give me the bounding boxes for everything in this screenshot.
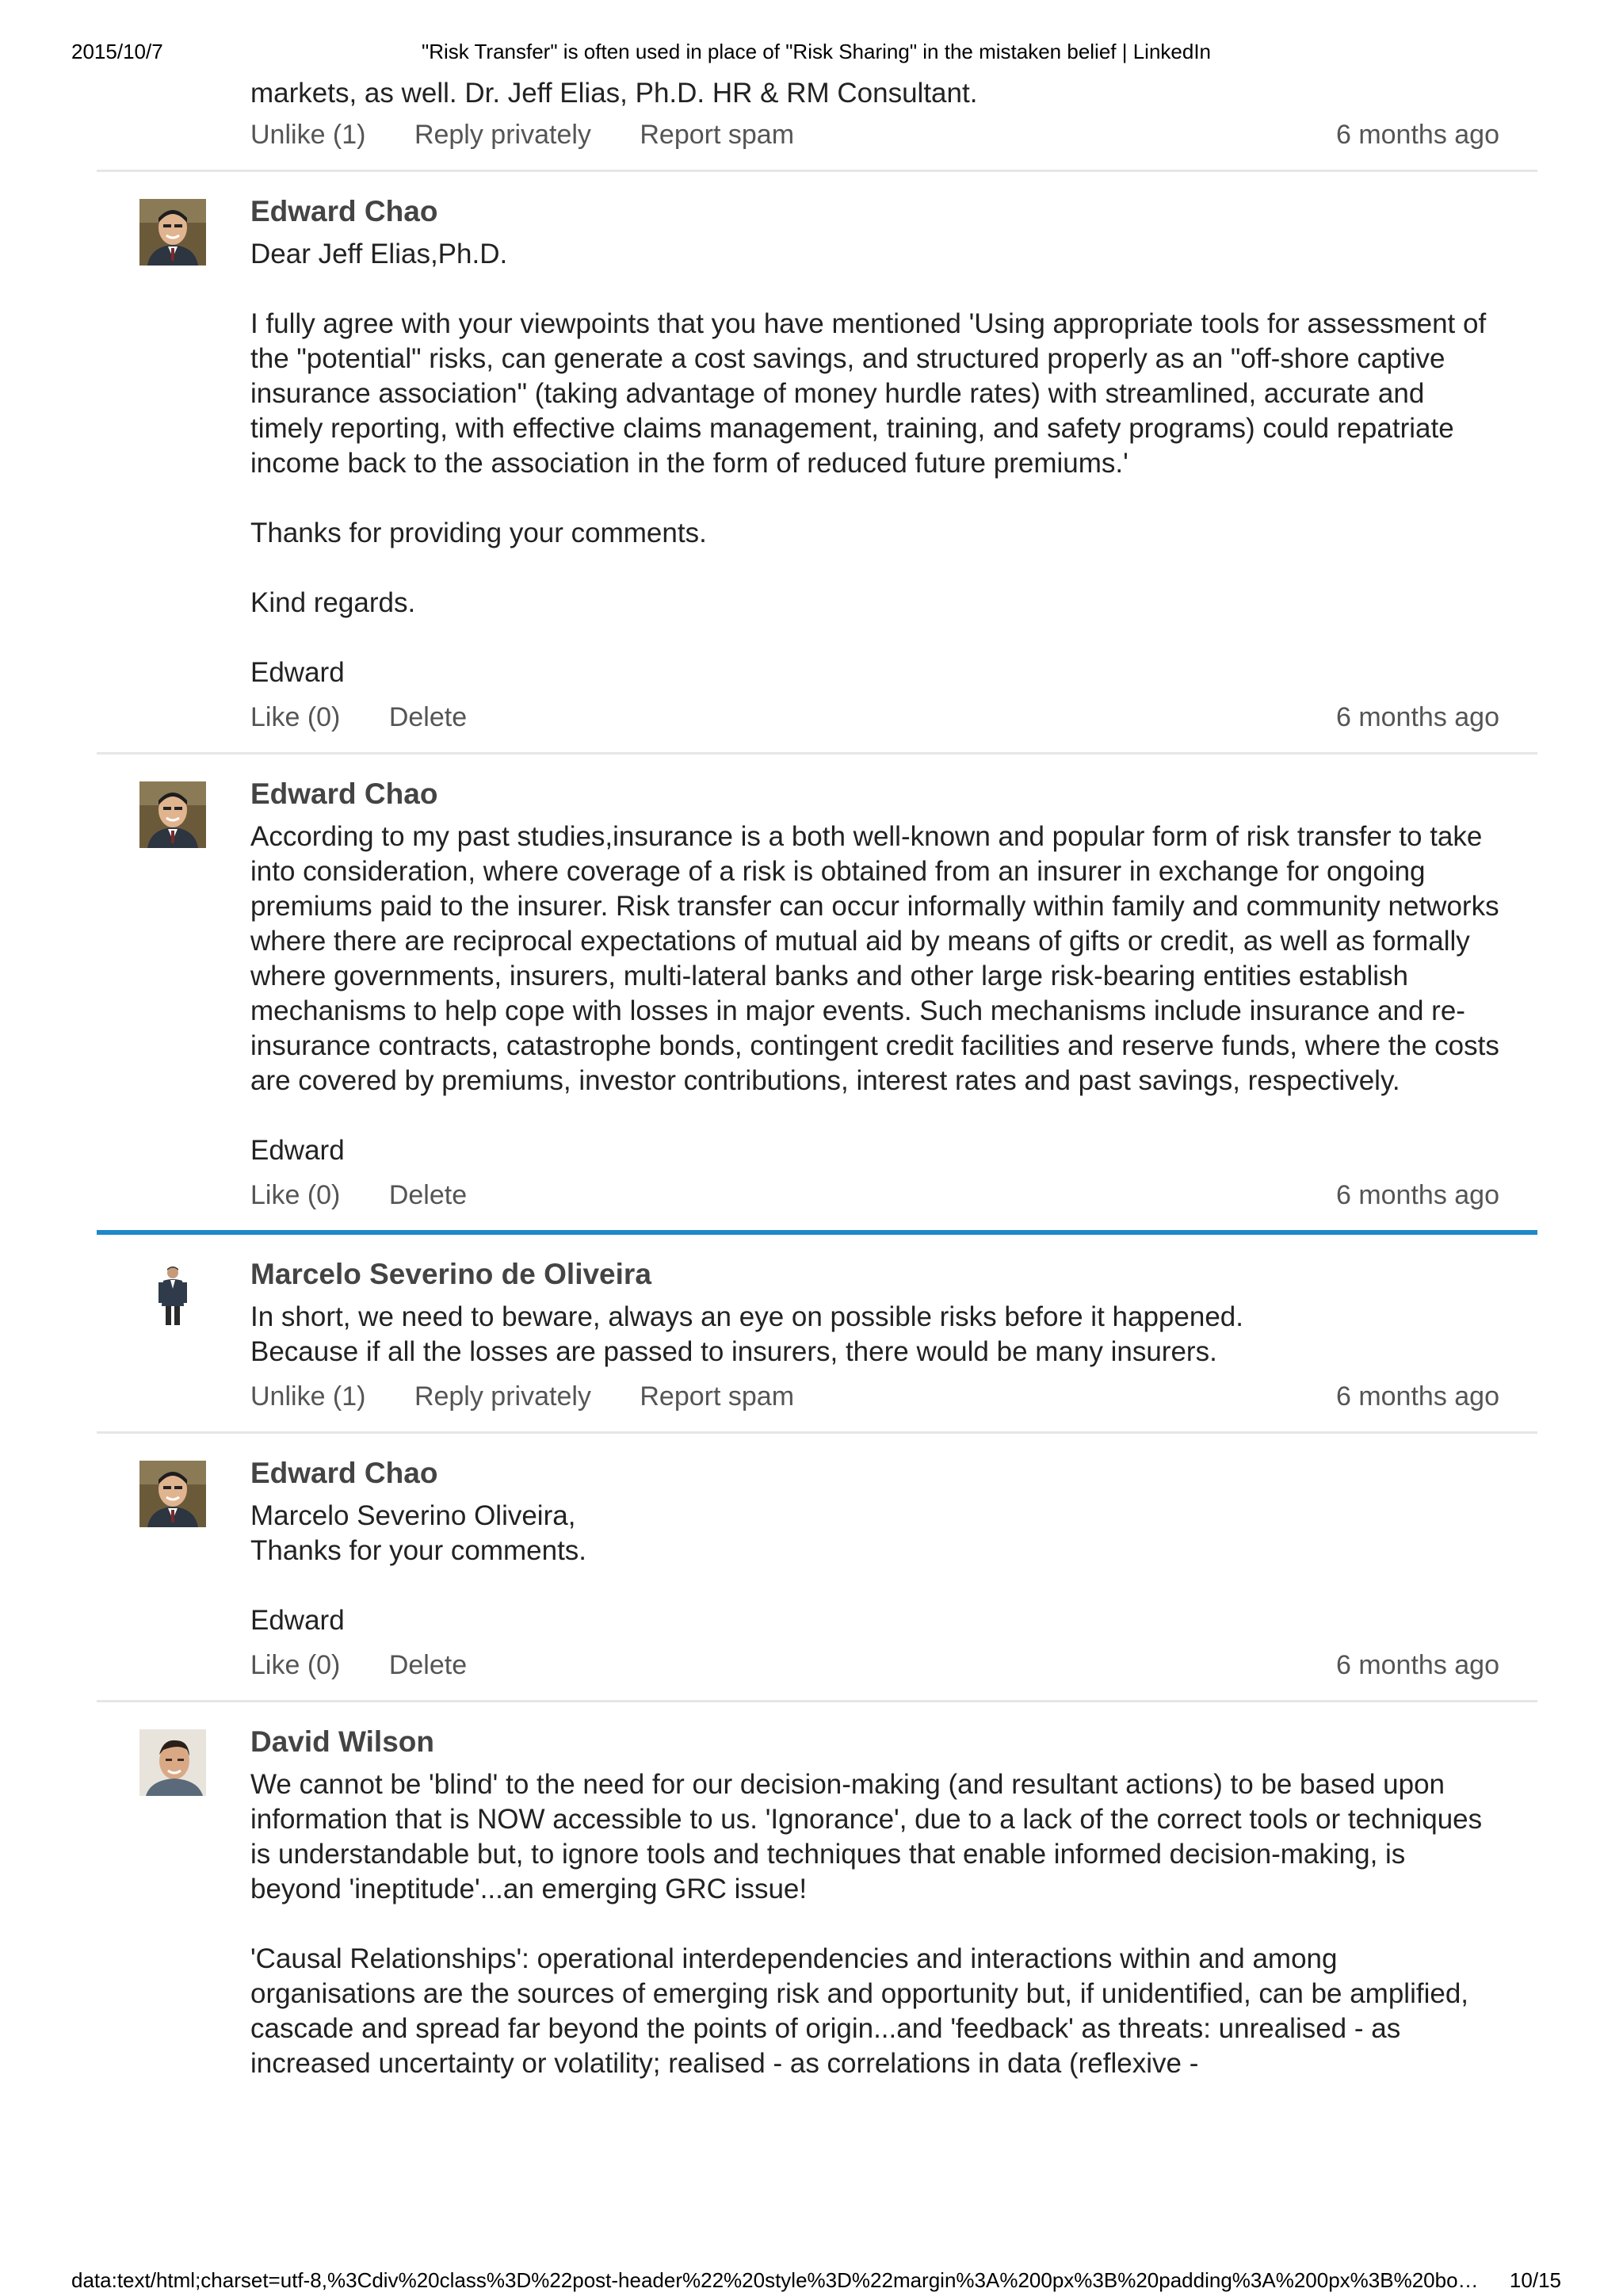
comment-author[interactable]: Marcelo Severino de Oliveira — [250, 1258, 651, 1290]
comment-paragraph: In short, we need to beware, always an eye on possible risks before it happened. — [250, 1301, 1243, 1332]
comment-thread — [97, 76, 1537, 2099]
avatar[interactable] — [139, 1729, 206, 1796]
avatar[interactable] — [139, 1461, 206, 1527]
comment-paragraph: I fully agree with your viewpoints that you have mentioned 'Using appropriate tools for assessment of the "potential" risks, can generate a cost savings, and structured properly as an "off-shore captive insurance association" (taking advantage of money hurdle rates) with streamlined, accurate and timely reporting, with effective claims management, training, and safety programs) could repatriate income back to the association in the form of reduced future premiums.' — [250, 308, 1487, 479]
unlike-button[interactable]: Unlike (1) — [250, 120, 366, 150]
comment-actions — [250, 1379, 1499, 1414]
reply-privately-link[interactable]: Reply privately — [414, 120, 591, 150]
report-spam-link[interactable]: Report spam — [640, 120, 795, 150]
comment-signoff: Edward — [250, 657, 345, 688]
avatar[interactable] — [139, 199, 206, 266]
comment-timestamp: 6 months ago — [1335, 120, 1499, 150]
like-button[interactable]: Like (0) — [250, 1650, 341, 1680]
comment-item — [97, 755, 1537, 1235]
comment-item — [97, 1235, 1537, 1434]
comment-signoff: Edward — [250, 1605, 345, 1636]
like-button[interactable]: Like (0) — [250, 1180, 341, 1210]
comment-timestamp: 6 months ago — [1335, 1650, 1499, 1680]
print-url: data:text/html;charset=utf-8,%3Cdiv%20class%3D%22post-header%22%20style%3D%22margin%3A%200px%3B%20padding%3A%200px%3B%20bo… — [71, 2268, 1479, 2292]
comment-paragraph: Marcelo Severino Oliveira, — [250, 1500, 576, 1531]
delete-link[interactable]: Delete — [388, 1650, 468, 1680]
print-date: 2015/10/7 — [71, 40, 163, 63]
comment-actions — [250, 1178, 1499, 1213]
comment-timestamp: 6 months ago — [1335, 1381, 1499, 1412]
delete-link[interactable]: Delete — [388, 1180, 468, 1210]
print-footer — [71, 2268, 1561, 2290]
report-spam-link[interactable]: Report spam — [640, 1381, 795, 1412]
comment-item — [97, 1434, 1537, 1702]
comment-author[interactable]: Edward Chao — [250, 1457, 438, 1489]
comment-paragraph: Kind regards. — [250, 587, 416, 618]
comment-paragraph: Because if all the losses are passed to insurers, there would be many insurers. — [250, 1336, 1217, 1367]
comment-author[interactable]: David Wilson — [250, 1725, 434, 1758]
comment-author[interactable]: Edward Chao — [250, 777, 438, 810]
avatar[interactable] — [139, 781, 206, 848]
comment-paragraph: According to my past studies,insurance is a both well-known and popular form of risk transfer to take into consideration, where coverage of a risk is obtained from an insurer in exchange for ongoing premiums paid to the insurer. Risk transfer can occur informally within family and community networks where there are reciprocal expectations of mutual aid by means of gifts or credit, as well as formally where governments, insurers, multi-lateral banks and other large risk-bearing entities establish mechanisms to help cope with losses in major events. Such mechanisms include insurance and re-insurance contracts, catastrophe bonds, contingent credit facilities and reserve funds, where the costs are covered by premiums, investor contributions, interest rates and past savings, respectively. — [250, 821, 1499, 1096]
print-header — [71, 40, 1561, 71]
reply-privately-link[interactable]: Reply privately — [414, 1381, 591, 1412]
page-number: 10/15 — [1509, 2268, 1561, 2292]
comment-text: markets, as well. Dr. Jeff Elias, Ph.D. HR & RM Consultant. — [250, 78, 978, 109]
comment-actions — [250, 1648, 1499, 1683]
avatar[interactable] — [139, 1262, 206, 1328]
comment-paragraph: 'Causal Relationships': operational interdependencies and interactions within and among organisations are the sources of emerging risk and opportunity but, if unidentified, can be amplified, cascade and spread far beyond the points of origin...and 'feedback' as threats: unrealised - as increased uncertainty or volatility; realised - as correlations in data (reflexive - — [250, 1943, 1469, 2079]
delete-link[interactable]: Delete — [388, 702, 468, 732]
comment-timestamp: 6 months ago — [1335, 702, 1499, 732]
comment-actions — [250, 117, 1499, 152]
comment-paragraph: Dear Jeff Elias,Ph.D. — [250, 239, 508, 269]
comment-item — [97, 1702, 1537, 2099]
comment-item — [97, 76, 1537, 172]
comment-paragraph: Thanks for your comments. — [250, 1535, 587, 1566]
comment-signoff: Edward — [250, 1135, 345, 1166]
comment-actions — [250, 700, 1499, 735]
print-page-title: "Risk Transfer" is often used in place of "Risk Sharing" in the mistaken belief | LinkedIn — [421, 40, 1212, 63]
comment-paragraph: We cannot be 'blind' to the need for our decision-making (and resultant actions) to be based upon information that is NOW accessible to us. 'Ignorance', due to a lack of the correct tools or techniques is understandable but, to ignore tools and techniques that enable informed decision-making, is beyond 'ineptitude'...an emerging GRC issue! — [250, 1769, 1483, 1904]
comment-paragraph: Thanks for providing your comments. — [250, 518, 707, 548]
like-button[interactable]: Like (0) — [250, 702, 341, 732]
comment-author[interactable]: Edward Chao — [250, 195, 438, 227]
unlike-button[interactable]: Unlike (1) — [250, 1381, 366, 1412]
comment-timestamp: 6 months ago — [1335, 1180, 1499, 1210]
comment-item — [97, 172, 1537, 755]
